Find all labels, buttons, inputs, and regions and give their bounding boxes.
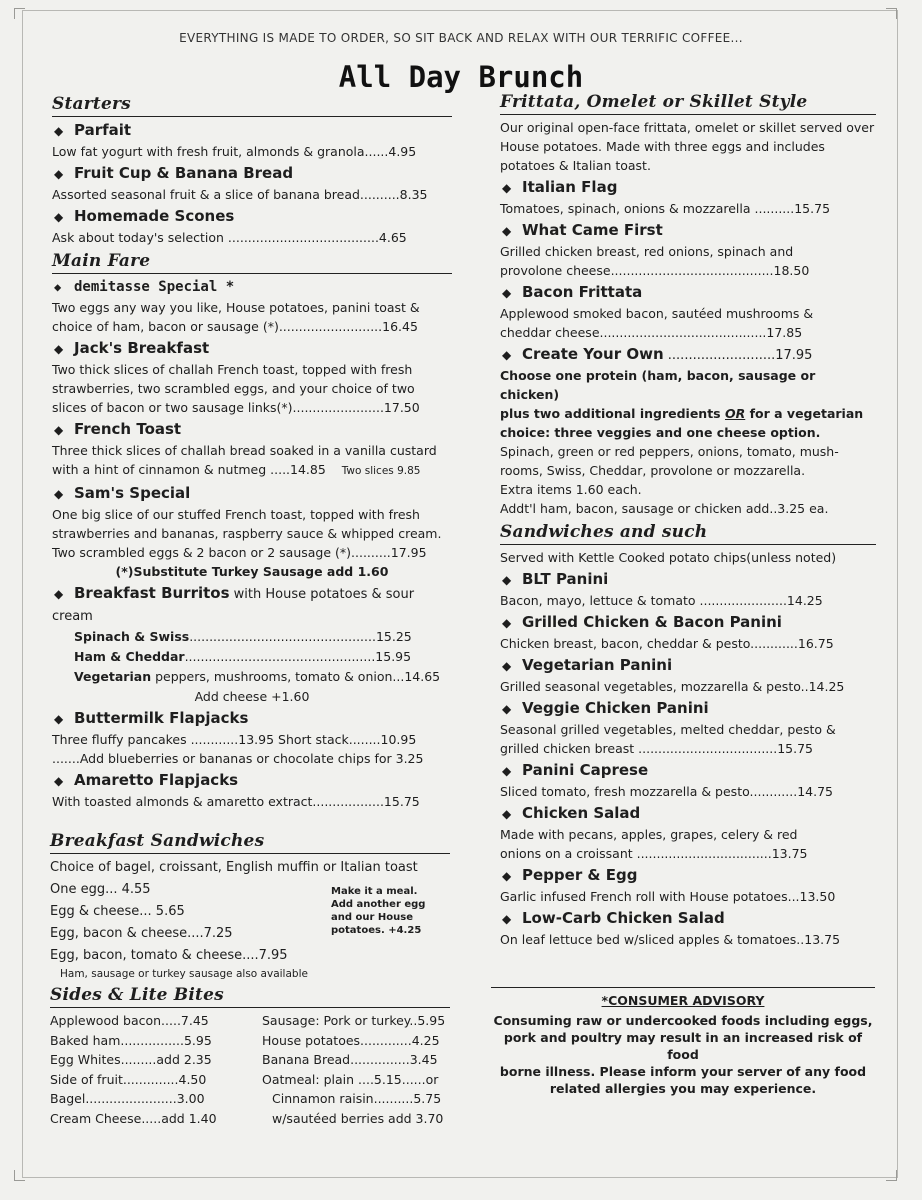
diamond-bullet-icon: ◆ [54,167,64,181]
item-description: strawberries and bananas, raspberry sauce & whipped cream. [52,526,442,541]
side-item: Bagel.......................3.00 [50,1091,205,1107]
item-description: Two thick slices of challah French toast, topped with fresh [52,362,413,377]
item-description: Sliced tomato, fresh mozzarella & pesto............14.75 [500,784,833,799]
item-name: BLT Panini [522,570,609,588]
menu-item [500,865,876,906]
item-description: cheddar cheese..........................................17.85 [500,325,803,340]
item-description: Three thick slices of challah bread soaked in a vanilla custard [52,443,437,458]
item-description: strawberries, two scrambled eggs, and your choice of two [52,381,415,396]
breakfast-sandwich-list [50,857,450,981]
left-lower-column [50,831,450,1129]
diamond-bullet-icon: ◆ [54,587,64,601]
item-description: provolone cheese.........................................18.50 [500,263,810,278]
item-description: Chicken breast, bacon, cheddar & pesto............16.75 [500,636,834,651]
corner-ornament [14,1170,25,1181]
diamond-bullet-icon: ◆ [502,224,512,238]
item-name: Veggie Chicken Panini [522,699,709,717]
item-description: Low fat yogurt with fresh fruit, almonds & granola......4.95 [52,144,417,159]
menu-item [500,655,876,696]
right-column [500,92,876,949]
item-note: (*)Substitute Turkey Sausage add 1.60 [115,564,389,579]
item-description: One big slice of our stuffed French toast, topped with fresh [52,507,420,522]
item-description: slices of bacon or two sausage links(*).......................17.50 [52,400,420,415]
diamond-bullet-icon: ◆ [502,659,512,673]
item-name: Fruit Cup & Banana Bread [74,164,294,182]
item-name: Homemade Scones [74,207,235,225]
diamond-bullet-icon: ◆ [54,487,64,501]
advisory-title: *CONSUMER ADVISORY [601,993,765,1008]
section-title-sandwiches: Sandwiches and such [500,522,876,545]
burrito-price: ................................................15.95 [184,649,412,664]
item-description: Seasonal grilled vegetables, melted cheddar, pesto & [500,722,836,737]
menu-item [500,569,876,610]
menu-item [52,120,452,161]
item-name: Chicken Salad [522,804,641,822]
item-name: Pepper & Egg [522,866,638,884]
menu-item [500,282,876,342]
make-it-a-meal-note: Make it a meal. Add another egg and our House potatoes. +4.25 [331,886,426,936]
item-description: Addt'l ham, bacon, sausage or chicken add..3.25 ea. [500,501,829,516]
side-item: House potatoes.............4.25 [262,1032,440,1048]
diamond-bullet-icon: ◆ [54,280,62,294]
menu-item [52,277,452,336]
item-description: Applewood smoked bacon, sautéed mushrooms & [500,306,814,321]
sandwich-option: Egg, bacon & cheese....7.25 [50,926,233,941]
side-item: Banana Bread...............3.45 [262,1052,438,1068]
section-title-main-fare: Main Fare [52,251,452,274]
item-name: French Toast [74,420,182,438]
item-description: Two scrambled eggs & 2 bacon or 2 sausage (*)..........17.95 [52,545,427,560]
item-description: plus two additional ingredients [500,406,725,421]
burrito-option: Spinach & Swiss [74,629,190,644]
corner-ornament [14,8,25,19]
side-item: Oatmeal: plain ....5.15......or [262,1071,439,1087]
sandwich-option: Egg, bacon, tomato & cheese....7.95 [50,948,288,963]
sandwich-note: Ham, sausage or turkey sausage also available [60,968,308,980]
section-title-breakfast-sandwiches: Breakfast Sandwiches [50,831,450,854]
item-description: rooms, Swiss, Cheddar, provolone or mozzarella. [500,463,806,478]
item-description: Grilled seasonal vegetables, mozzarella & pesto..14.25 [500,679,845,694]
item-name: Create Your Own [522,345,664,363]
advisory-line: pork and poultry may result in an increased risk of food [503,1030,863,1062]
burrito-price: peppers, mushrooms, tomato & onion...14.65 [151,669,441,684]
side-item: Egg Whites.........add 2.35 [50,1052,212,1068]
menu-item [52,708,452,768]
item-name: Buttermilk Flapjacks [74,709,249,727]
advisory-line: Consuming raw or undercooked foods including eggs, [493,1013,873,1028]
diamond-bullet-icon: ◆ [502,807,512,821]
item-name: Low-Carb Chicken Salad [522,909,725,927]
item-description: choice: three veggies and one cheese option. [500,425,821,440]
sandwich-option: One egg... 4.55 [50,882,151,897]
side-item: Side of fruit..............4.50 [50,1071,207,1087]
menu-item [500,908,876,949]
menu-item [500,344,876,518]
item-name: Breakfast Burritos [74,584,230,602]
corner-ornament [886,1170,897,1181]
item-description: Two eggs any way you like, House potatoes, panini toast & [52,300,420,315]
sandwich-intro: Choice of bagel, croissant, English muffin or Italian toast [50,860,418,875]
menu-item [500,220,876,280]
item-name: Amaretto Flapjacks [74,771,239,789]
diamond-bullet-icon: ◆ [502,181,512,195]
advisory-line: related allergies you may experience. [549,1081,817,1096]
item-addon: with House potatoes & sour cream [52,587,415,624]
item-description: Grilled chicken breast, red onions, spinach and [500,244,794,259]
left-column [52,94,452,811]
advisory-line: borne illness. Please inform your server of any food [499,1064,867,1079]
item-description: Garlic infused French roll with House potatoes...13.50 [500,889,836,904]
diamond-bullet-icon: ◆ [502,869,512,883]
item-description: Spinach, green or red peppers, onions, tomato, mush- [500,444,839,459]
menu-item [52,483,452,581]
menu-item [500,612,876,653]
diamond-bullet-icon: ◆ [502,573,512,587]
item-name: Vegetarian Panini [522,656,673,674]
section-title-frittata: Frittata, Omelet or Skillet Style [500,92,876,115]
item-description: Extra items 1.60 each. [500,482,642,497]
item-name: Parfait [74,121,132,139]
burrito-option: Vegetarian [74,669,152,684]
item-description: with a hint of cinnamon & nutmeg .....14.85 [52,462,326,477]
item-name: demitasse Special * [74,279,235,295]
side-item: Cream Cheese.....add 1.40 [50,1110,217,1126]
sandwich-option: Egg & cheese... 5.65 [50,904,185,919]
sandwiches-intro: Served with Kettle Cooked potato chips(unless noted) [500,550,837,565]
side-item: Baked ham................5.95 [50,1032,212,1048]
item-name: Sam's Special [74,484,191,502]
diamond-bullet-icon: ◆ [502,348,512,362]
diamond-bullet-icon: ◆ [54,712,64,726]
item-description: With toasted almonds & amaretto extract..................15.75 [52,794,420,809]
item-description: Tomatoes, spinach, onions & mozzarella ..........15.75 [500,201,831,216]
item-description: Three fluffy pancakes ............13.95 Short stack........10.95 [52,732,417,747]
item-description: Assorted seasonal fruit & a slice of banana bread..........8.35 [52,187,428,202]
consumer-advisory [491,987,875,1097]
side-item: Sausage: Pork or turkey..5.95 [262,1013,446,1028]
item-description: choice of ham, bacon or sausage (*)..........................16.45 [52,319,418,334]
diamond-bullet-icon: ◆ [502,764,512,778]
diamond-bullet-icon: ◆ [502,286,512,300]
diamond-bullet-icon: ◆ [54,124,64,138]
menu-item [52,583,452,706]
menu-item [52,770,452,811]
menu-item [500,760,876,801]
menu-item [52,419,452,481]
menu-item [500,698,876,758]
item-name: Grilled Chicken & Bacon Panini [522,613,782,631]
item-description: for a vegetarian [745,406,864,421]
diamond-bullet-icon: ◆ [502,702,512,716]
side-item: w/sautéed berries add 3.70 [272,1110,444,1126]
corner-ornament [886,8,897,19]
item-name: Bacon Frittata [522,283,643,301]
burrito-option: Ham & Cheddar [74,649,185,664]
menu-item [52,206,452,247]
side-item: Applewood bacon.....7.45 [50,1013,209,1028]
item-description: Made with pecans, apples, grapes, celery & red [500,827,798,842]
burrito-price: ...............................................15.25 [189,629,412,644]
item-description: Ask about today's selection ......................................4.65 [52,230,407,245]
section-title-sides: Sides & Lite Bites [50,985,450,1008]
item-description: On leaf lettuce bed w/sliced apples & tomatoes..13.75 [500,932,841,947]
frittata-intro: Our original open-face frittata, omelet or skillet served over House potatoes. Made with three eggs and includes potatoes & Italian toast. [500,120,875,173]
diamond-bullet-icon: ◆ [54,210,64,224]
diamond-bullet-icon: ◆ [502,616,512,630]
section-title-starters: Starters [52,94,452,117]
item-note: Two slices 9.85 [341,465,421,477]
item-name: Italian Flag [522,178,618,196]
item-note: Add cheese +1.60 [194,689,310,704]
or-emphasis: OR [724,406,746,421]
item-price: ..........................17.95 [663,348,813,363]
diamond-bullet-icon: ◆ [54,342,64,356]
menu-item [52,163,452,204]
item-description: onions on a croissant ..................................13.75 [500,846,808,861]
item-description: grilled chicken breast ...................................15.75 [500,741,814,756]
item-description: Bacon, mayo, lettuce & tomato ......................14.25 [500,593,823,608]
item-description: Choose one protein (ham, bacon, sausage or chicken) [500,368,816,402]
diamond-bullet-icon: ◆ [54,423,64,437]
menu-item [500,177,876,218]
menu-title: All Day Brunch [338,60,584,94]
sides-list [50,1011,450,1129]
item-name: Panini Caprese [522,761,649,779]
side-item: Cinnamon raisin..........5.75 [272,1091,442,1107]
menu-item [52,338,452,417]
menu-tagline: EVERYTHING IS MADE TO ORDER, SO SIT BACK AND RELAX WITH OUR TERRIFIC COFFEE... [179,31,743,45]
diamond-bullet-icon: ◆ [54,774,64,788]
item-name: Jack's Breakfast [74,339,210,357]
item-description: .......Add blueberries or bananas or chocolate chips for 3.25 [52,751,424,766]
item-name: What Came First [522,221,663,239]
diamond-bullet-icon: ◆ [502,912,512,926]
menu-item [500,803,876,863]
